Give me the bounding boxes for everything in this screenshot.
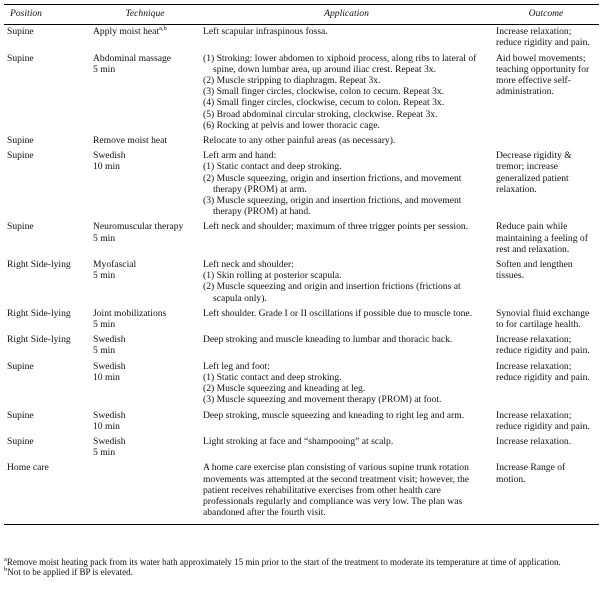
header-outcome: Outcome — [493, 5, 599, 25]
table-body — [4, 25, 599, 525]
cell-technique — [90, 360, 200, 409]
application-step: (1) Static contact and deep stroking. — [203, 371, 342, 383]
cell-technique — [90, 461, 200, 525]
cell-outcome: Aid bowel movements; teaching opportunity for more effective self-administration. — [496, 52, 590, 98]
cell-application — [200, 25, 493, 52]
technique-duration: 5 min — [93, 63, 116, 75]
application-step: (2) Muscle squeezing, origin and insertion frictions, and movement therapy (PROM) at arm. — [203, 172, 462, 195]
technique-name: Joint mobilizations — [93, 307, 167, 319]
application-step: (1) Skin rolling at posterior scapula. — [203, 270, 342, 282]
footnotes — [4, 557, 599, 578]
cell-application — [200, 134, 493, 149]
footnote-text: Remove moist heating pack from its water bath approximately 15 min prior to the start of the treatment to moderate its temperature at time of application. — [6, 557, 561, 567]
cell-position: Supine — [7, 26, 34, 38]
footnote-mark: b — [4, 566, 8, 574]
cell-outcome: Increase Range of motion. — [493, 461, 599, 525]
cell-application — [200, 258, 493, 307]
table-row — [4, 149, 599, 220]
application-step: (6) Rocking at pelvis and lower thoracic cage. — [203, 119, 380, 131]
application-text: Left arm and hand: — [203, 150, 277, 162]
cell-application — [200, 461, 493, 525]
technique-name: Remove moist heat — [93, 135, 168, 147]
cell-technique — [90, 149, 200, 220]
cell-technique — [90, 52, 200, 134]
technique-name: Swedish — [93, 360, 126, 372]
cell-technique — [90, 307, 200, 333]
application-text: Left neck and shoulder; maximum of three trigger points per session. — [203, 221, 469, 233]
cell-position: Right Side-lying — [7, 307, 71, 319]
table-row — [4, 435, 599, 461]
table-row — [4, 220, 599, 258]
table-row — [4, 52, 599, 134]
cell-outcome: Reduce pain while maintaining a feeling of rest and relaxation. — [496, 221, 588, 255]
application-text: Left leg and foot: — [203, 360, 270, 372]
application-step: (2) Muscle squeezing and origin and insertion frictions (frictions at scapula only). — [203, 281, 461, 304]
application-steps — [203, 270, 490, 304]
cell-outcome: Soften and lengthen tissues. — [496, 259, 573, 282]
table-row — [4, 134, 599, 149]
cell-position: Home care — [4, 461, 90, 525]
technique-duration: 10 min — [93, 161, 120, 173]
cell-application — [200, 333, 493, 359]
cell-application — [200, 360, 493, 409]
table-row — [4, 461, 599, 525]
cell-position: Supine — [7, 52, 34, 64]
cell-application — [200, 435, 493, 461]
application-steps — [203, 53, 490, 131]
cell-position: Supine — [7, 435, 34, 447]
application-step: (1) Static contact and deep stroking. — [203, 161, 342, 173]
application-text: Deep stroking, muscle squeezing and kneading to right leg and arm. — [203, 409, 465, 421]
application-step: (5) Broad abdominal circular stroking, clockwise. Repeat 3x. — [203, 108, 438, 120]
cell-position: Supine — [7, 360, 34, 372]
technique-duration: 5 min — [93, 447, 116, 459]
application-step: (3) Small finger circles, clockwise, colon to cecum. Repeat 3x. — [203, 86, 445, 98]
application-step: (2) Muscle stripping to diaphragm. Repeat 3x. — [203, 75, 381, 87]
footnote-text: Not to be applied if BP is elevated. — [7, 567, 133, 578]
cell-technique — [90, 435, 200, 461]
cell-outcome: Increase relaxation; reduce rigidity and pain. — [496, 26, 590, 49]
cell-application — [200, 307, 493, 333]
technique-name: Swedish — [93, 150, 126, 162]
cell-outcome: Increase relaxation; reduce rigidity and pain. — [496, 409, 590, 432]
technique-duration: 10 min — [93, 420, 120, 432]
table-row — [4, 333, 599, 359]
technique-duration: 5 min — [93, 232, 116, 244]
technique-duration: 5 min — [93, 319, 116, 331]
application-steps — [203, 372, 490, 406]
footnote-b — [4, 567, 599, 577]
cell-position: Right Side-lying — [7, 259, 71, 271]
table-row — [4, 360, 599, 409]
application-text: Left neck and shoulder: — [203, 259, 294, 271]
cell-outcome: Increase relaxation; reduce rigidity and pain. — [496, 334, 590, 357]
cell-technique — [90, 333, 200, 359]
cell-outcome: Increase relaxation. — [496, 435, 572, 447]
technique-name: Myofascial — [93, 259, 137, 271]
technique-name: Swedish — [93, 409, 126, 421]
header-position: Position — [4, 5, 90, 25]
cell-position: Supine — [7, 150, 34, 162]
cell-technique — [90, 25, 200, 52]
table-row — [4, 409, 599, 435]
cell-application — [200, 52, 493, 134]
cell-position: Supine — [7, 135, 34, 147]
treatment-table — [4, 4, 599, 525]
cell-outcome: Synovial fluid exchange to for cartilage health. — [496, 307, 590, 331]
cell-outcome — [493, 134, 599, 149]
cell-technique — [90, 134, 200, 149]
cell-application — [200, 409, 493, 435]
cell-application — [200, 220, 493, 258]
cell-application — [200, 149, 493, 220]
application-step: (1) Stroking: lower abdomen to xiphoid process, along ribs to lateral of spine, down lumbar area, up around iliac crest. Repeat 3x. — [203, 52, 477, 75]
application-text: A home care exercise plan consisting of various supine trunk rotation movements was attempted at the second treatment visit; however, the patient receives rehabilitative exercises from other health care professionals regularly and compliance was very low. The plan was abandoned after the fourth visit. — [203, 462, 470, 519]
table-row — [4, 25, 599, 52]
application-text: Relocate to any other painful areas (as necessary). — [203, 135, 396, 147]
application-text: Left shoulder. Grade I or II oscillations if possible due to muscle tone. — [203, 307, 473, 319]
application-text: Left scapular infraspinous fossa. — [203, 26, 328, 38]
cell-technique — [90, 409, 200, 435]
footnote-mark: a — [4, 556, 7, 563]
table-row — [4, 258, 599, 307]
header-application: Application — [200, 5, 493, 25]
application-text: Light stroking at face and “shampooing” at scalp. — [203, 435, 394, 447]
footnote-ref: a,b — [159, 25, 167, 33]
footnote-a — [4, 557, 599, 567]
technique-duration: 10 min — [93, 371, 120, 383]
header-technique: Technique — [90, 5, 200, 25]
application-steps — [203, 161, 490, 217]
technique-name: Swedish — [93, 334, 126, 346]
technique-name: Apply moist heat — [93, 26, 160, 38]
table-header-row — [4, 5, 599, 25]
cell-technique — [90, 220, 200, 258]
cell-position: Supine — [7, 409, 34, 421]
cell-outcome: Decrease rigidity & tremor; increase generalized patient relaxation. — [496, 150, 572, 195]
table-row — [4, 307, 599, 333]
application-step: (2) Muscle squeezing and kneading at leg. — [203, 383, 366, 395]
application-step: (3) Muscle squeezing and movement therapy (PROM) at foot. — [203, 394, 442, 406]
application-step: (4) Small finger circles, clockwise, cecum to colon. Repeat 3x. — [203, 97, 445, 109]
cell-position: Right Side-lying — [7, 334, 71, 346]
technique-name: Neuromuscular therapy — [93, 221, 184, 233]
cell-outcome: Increase relaxation; reduce rigidity and pain. — [496, 360, 590, 383]
technique-duration: 5 min — [93, 270, 116, 282]
technique-name: Swedish — [93, 435, 126, 447]
application-step: (3) Muscle squeezing, origin and insertion frictions, and movement therapy (PROM) at hand. — [203, 195, 462, 218]
cell-technique — [90, 258, 200, 307]
cell-position: Supine — [7, 221, 34, 233]
technique-name: Abdominal massage — [93, 52, 172, 64]
application-text: Deep stroking and muscle kneading to lumbar and thoracic back. — [203, 334, 453, 346]
technique-duration: 5 min — [93, 345, 116, 357]
